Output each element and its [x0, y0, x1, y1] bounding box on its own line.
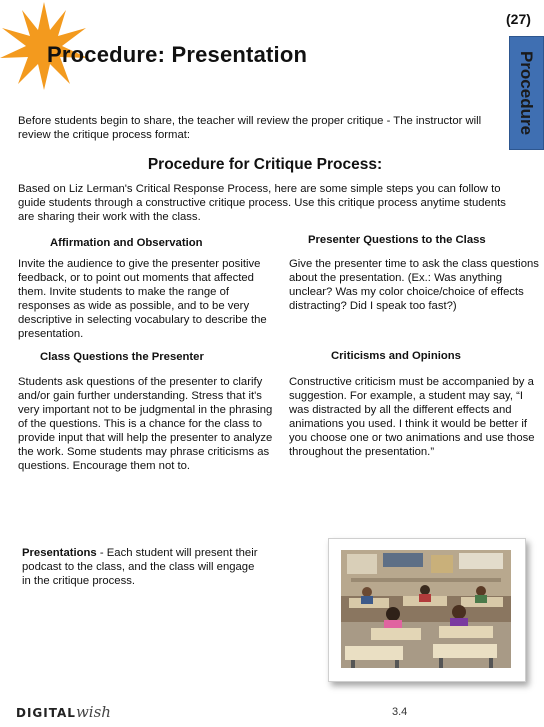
- affirmation-heading: Affirmation and Observation: [50, 237, 203, 249]
- side-tab-label: Procedure: [517, 50, 537, 136]
- criticisms-body: Constructive criticism must be accompanied by a suggestion. For example, a student may say, “I was distracted by all the different effects and animations you used. I think it would be better if you choose one or two animations and use those throughout the presentation.”: [289, 376, 535, 458]
- logo-text-wish: wish: [75, 703, 111, 721]
- criticisms-heading: Criticisms and Opinions: [331, 350, 461, 362]
- classroom-photo-frame: [328, 538, 526, 682]
- side-tab: [509, 36, 544, 150]
- presenter-questions-heading: Presenter Questions to the Class: [308, 234, 486, 246]
- class-questions-body: Students ask questions of the presenter to clarify and/or gain further understanding. Stress that it's very important not to be judgmental in the phrasing of the questions. This is a chance for the class to provide input that will help the presenter to analyze the work. Some students may phrase criticisms as questions. Encourage them not to.: [18, 376, 273, 472]
- classroom-photo: [341, 550, 511, 668]
- digitalwish-logo: [16, 703, 111, 721]
- presenter-questions-body: Give the presenter time to ask the class questions about the presentation. (Ex.: Was anything unclear? Was my color choice/choice of effects distracting? Did I speak too fast?): [289, 258, 539, 312]
- page-number: (27): [506, 11, 531, 27]
- presentations-label: Presentations: [22, 547, 97, 559]
- presentations-text: - Each student will present their podcast to the class, and the class will engage in the critique process.: [22, 547, 258, 587]
- intro-paragraph: Before students begin to share, the teacher will review the proper critique - The instructor will review the critique process format:: [18, 115, 482, 141]
- affirmation-body: Invite the audience to give the presenter positive feedback, or to point out moments that affected them. Invite students to make the range of responses as wide as possible, and to be very descriptive in selecting vocabulary to describe the presentation.: [18, 258, 267, 340]
- presentations-note: [22, 546, 258, 588]
- logo-text-digital: DIGITAL: [16, 706, 76, 720]
- footer-page-number: 3.4: [392, 706, 408, 718]
- process-intro-paragraph: Based on Liz Lerman's Critical Response Process, here are some simple steps you can follow to guide students through a constructive critique process. Use this critique process anytime students are sharing their work with the class.: [18, 183, 506, 223]
- page-title: Procedure: Presentation: [47, 42, 308, 67]
- class-questions-heading: Class Questions the Presenter: [40, 351, 204, 363]
- section-heading: Procedure for Critique Process:: [147, 156, 383, 173]
